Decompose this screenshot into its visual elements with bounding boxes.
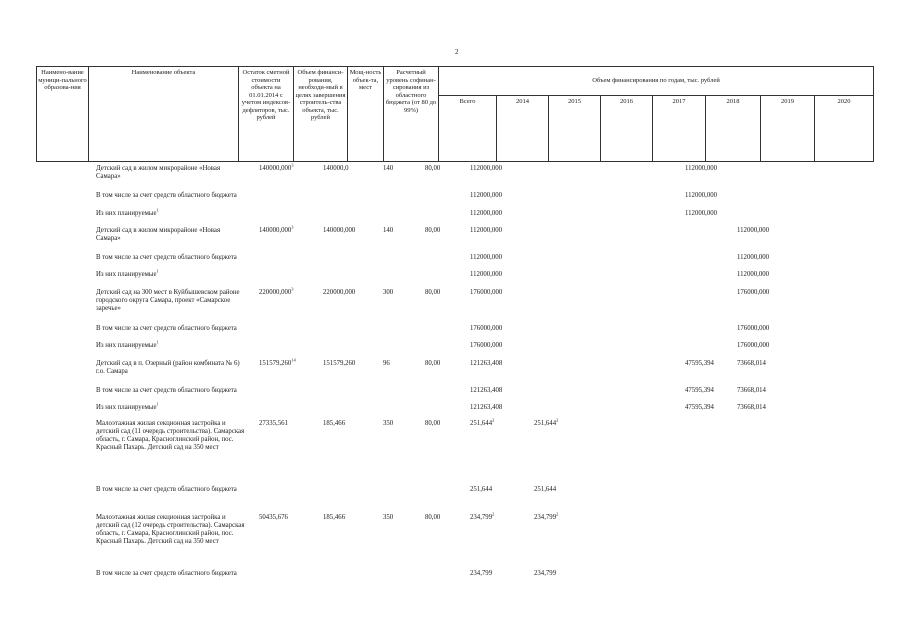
level-value: 80,00	[425, 227, 441, 234]
page-number: 2	[455, 48, 459, 56]
value-2018: 73668,014	[737, 387, 766, 394]
remaining-value: 151579,260$^{14}$	[259, 357, 296, 367]
value-2018: 176000,000	[737, 342, 770, 349]
remaining-value: 140000,000$^3$	[259, 162, 294, 172]
total-value: 112000,000	[470, 210, 503, 217]
value-2018: 73668,014	[737, 360, 766, 367]
object-name: Малоэтажная жилая секционная застройка и детский сад (12 очередь строительства). Самарская область, г. Самара, Красноглинский район, пос. Красный Пахарь. Детский сад на 350 мест	[96, 514, 245, 545]
total-value: 112000,000	[470, 165, 503, 172]
value-2018: 112000,000	[737, 254, 770, 261]
total-value: 251,644	[470, 486, 493, 493]
total-value: 251,644$^2$	[470, 417, 495, 427]
total-value: 121263,408	[470, 387, 503, 394]
value-2017: 47595,394	[685, 404, 714, 411]
total-value: 112000,000	[470, 227, 503, 234]
col-capacity: Мощ-ность объек-та, мест	[348, 67, 384, 162]
total-value: 176000,000	[470, 342, 503, 349]
value-2017: 47595,394	[685, 387, 714, 394]
object-name: Детский сад в жилом микрорайоне «Новая Самара»	[96, 165, 221, 180]
level-value: 80,00	[425, 165, 441, 172]
total-value: 112000,000	[470, 271, 503, 278]
capacity-value: 300	[383, 289, 394, 296]
total-value: 121263,408	[470, 360, 503, 367]
value-2017: 112000,000	[685, 210, 718, 217]
remaining-value: 50435,676	[259, 514, 288, 521]
value-2018: 112000,000	[737, 271, 770, 278]
year-total: Всего	[439, 96, 497, 162]
year-2014: 2014	[497, 96, 549, 162]
volume-value: 185,466	[323, 514, 346, 521]
remaining-value: 27335,561	[259, 420, 288, 427]
year-2016: 2016	[601, 96, 653, 162]
capacity-value: 140	[383, 165, 394, 172]
value-2014: 251,644$^2$	[534, 417, 559, 427]
year-2019: 2019	[761, 96, 815, 162]
col-financing: Объем финансирования по годам, тыс. рублей	[439, 67, 874, 96]
value-2018: 176000,000	[737, 325, 770, 332]
volume-value: 140000,000	[323, 227, 356, 234]
col-volume: Объем финанси-рования, необходи-мый в целях завершения строитель-ства объекта, тыс. рублей	[294, 67, 348, 162]
col-level: Расчетный уровень софинан-сирования из областного бюджета (от 80 до 99%)	[384, 67, 439, 162]
level-value: 80,00	[425, 360, 441, 367]
value-2017: 47595,394	[685, 360, 714, 367]
col-object: Наименование объекта	[89, 67, 239, 162]
level-value: 80,00	[425, 289, 441, 296]
value-2014: 234,799	[534, 570, 557, 577]
value-2017: 112000,000	[685, 165, 718, 172]
object-name: Детский сад на 300 мест в Куйбышевском районе городского округа Самара, проект «Самарское заречье»	[96, 289, 240, 312]
capacity-value: 96	[383, 360, 390, 367]
total-value: 112000,000	[470, 192, 503, 199]
value-2018: 112000,000	[737, 227, 770, 234]
object-name: В том числе за счет средств областного бюджета	[96, 570, 237, 577]
capacity-value: 140	[383, 227, 394, 234]
value-2018: 176000,000	[737, 289, 770, 296]
value-2017: 112000,000	[685, 192, 718, 199]
object-name: В том числе за счет средств областного бюджета	[96, 254, 237, 261]
total-value: 176000,000	[470, 325, 503, 332]
value-2014: 234,799$^2$	[534, 511, 559, 521]
total-value: 112000,000	[470, 254, 503, 261]
object-name: Из них планируемые$^1$	[96, 339, 159, 349]
object-name: Детский сад в п. Озерный (район комбината № 6) г.о. Самара	[96, 360, 240, 375]
object-name: В том числе за счет средств областного бюджета	[96, 325, 237, 332]
object-name: Из них планируемые$^1$	[96, 268, 159, 278]
col-municipality: Наимено-вание муници-пального образова-ния	[37, 67, 89, 162]
remaining-value: 140000,000$^3$	[259, 224, 294, 234]
value-2018: 73668,014	[737, 404, 766, 411]
object-name: В том числе за счет средств областного бюджета	[96, 486, 237, 493]
remaining-value: 220000,000$^3$	[259, 286, 294, 296]
object-name: Из них планируемые$^1$	[96, 207, 159, 217]
volume-value: 140000,0	[323, 165, 349, 172]
capacity-value: 350	[383, 514, 394, 521]
volume-value: 151579,260	[323, 360, 356, 367]
total-value: 234,799$^2$	[470, 511, 495, 521]
year-2017: 2017	[653, 96, 706, 162]
level-value: 80,00	[425, 514, 441, 521]
volume-value: 220000,000	[323, 289, 356, 296]
total-value: 176000,000	[470, 289, 503, 296]
total-value: 121263,408	[470, 404, 503, 411]
year-2018: 2018	[706, 96, 761, 162]
object-name: Детский сад в жилом микрорайоне «Новая Самара»	[96, 227, 221, 242]
table-header	[36, 66, 874, 162]
object-name: В том числе за счет средств областного бюджета	[96, 192, 237, 199]
object-name: Из них планируемые$^1$	[96, 401, 159, 411]
value-2014: 251,644	[534, 486, 557, 493]
object-name: В том числе за счет средств областного бюджета	[96, 387, 237, 394]
col-remaining: Остаток сметной стоимости объекта на 01.01.2014 с учетом индексов-дефляторов, тыс. рублей	[239, 67, 294, 162]
capacity-value: 350	[383, 420, 394, 427]
year-2015: 2015	[549, 96, 601, 162]
volume-value: 185,466	[323, 420, 346, 427]
object-name: Малоэтажная жилая секционная застройка и детский сад (11 очередь строительства). Самарская область, г. Самара, Красноглинский район, пос. Красный Пахарь. Детский сад на 350 мест	[96, 420, 245, 451]
level-value: 80,00	[425, 420, 441, 427]
total-value: 234,799	[470, 570, 493, 577]
year-2020: 2020	[815, 96, 874, 162]
